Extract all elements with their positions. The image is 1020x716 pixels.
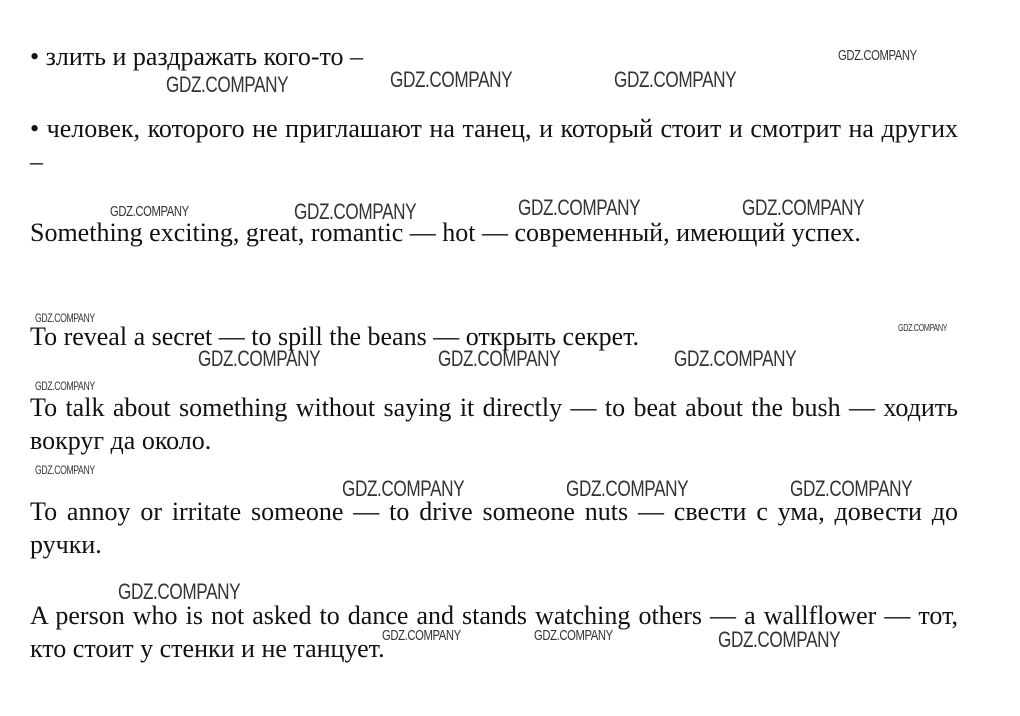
paragraph-2: • человек, которого не приглашают на танец, и который стоит и смотрит на других – <box>30 114 958 176</box>
paragraph-3: Something exciting, great, romantic — hot — современный, имеющий успех. <box>30 218 861 247</box>
watermark: GDZ.COMPANY <box>718 627 841 652</box>
watermark: GDZ.COMPANY <box>118 579 241 604</box>
watermark: GDZ.COMPANY <box>566 476 689 501</box>
watermark: GDZ.COMPANY <box>342 476 465 501</box>
watermark: GDZ.COMPANY <box>198 346 321 371</box>
watermark: GDZ.COMPANY <box>110 203 189 220</box>
watermark: GDZ.COMPANY <box>742 195 865 220</box>
watermark: GDZ.COMPANY <box>294 199 417 224</box>
paragraph-6: To annoy or irritate someone — to drive someone nuts — свести с ума, довести до ручки. <box>30 497 958 559</box>
watermark: GDZ.COMPANY <box>390 67 513 92</box>
paragraph-4: To reveal a secret — to spill the beans — открыть секрет. <box>30 322 640 351</box>
watermark: GDZ.COMPANY <box>898 323 948 334</box>
watermark: GDZ.COMPANY <box>35 463 95 477</box>
watermark: GDZ.COMPANY <box>382 627 461 644</box>
watermark: GDZ.COMPANY <box>534 627 613 644</box>
watermark: GDZ.COMPANY <box>790 476 913 501</box>
watermark: GDZ.COMPANY <box>838 47 917 64</box>
watermark: GDZ.COMPANY <box>614 67 737 92</box>
watermark: GDZ.COMPANY <box>674 346 797 371</box>
paragraph-5: To talk about something without saying it directly — to beat about the bush — ходить вокруг да около. <box>30 393 958 455</box>
watermark: GDZ.COMPANY <box>438 346 561 371</box>
paragraph-1: • злить и раздражать кого-то – <box>30 42 364 71</box>
watermark: GDZ.COMPANY <box>166 72 289 97</box>
watermark: GDZ.COMPANY <box>35 311 95 325</box>
watermark: GDZ.COMPANY <box>518 195 641 220</box>
paragraph-7: A person who is not asked to dance and stands watching others — a wallflower — тот, кто стоит у стенки и не танцует. <box>30 601 958 663</box>
watermark: GDZ.COMPANY <box>35 379 95 393</box>
